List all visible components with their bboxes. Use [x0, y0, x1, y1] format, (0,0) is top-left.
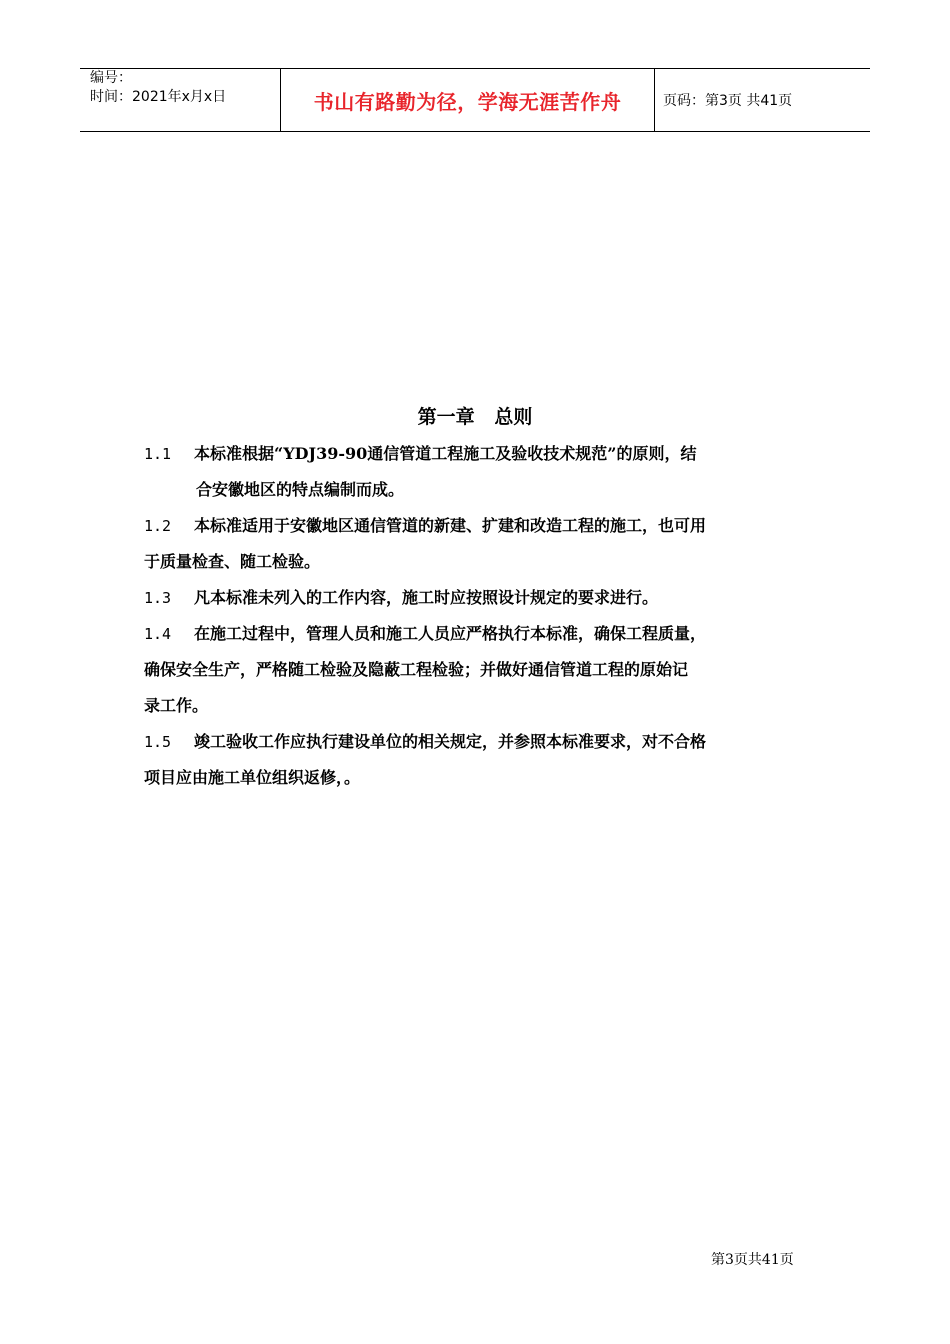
- page-header: [80, 68, 870, 132]
- section-number: 1.2: [144, 517, 172, 535]
- section-1-3-line-1: [144, 584, 658, 612]
- section-text: 项目应由施工单位组织返修，。: [144, 768, 361, 787]
- document-date: 时间：2021年x月x日: [90, 89, 227, 105]
- section-1-2-line-1: [144, 512, 706, 540]
- section-1-4-line-2: [144, 656, 688, 683]
- chapter-title: 第一章 总则: [417, 406, 533, 428]
- section-1-5-line-1: [144, 728, 706, 756]
- document-code-label: 编号：: [90, 70, 132, 86]
- header-motto: 书山有路勤为径，学海无涯苦作舟: [313, 89, 622, 114]
- section-text: 于质量检查、随工检验。: [144, 552, 321, 571]
- header-page-code: 页码：第3页 共41页: [663, 93, 793, 109]
- section-1-1-line-2: [196, 476, 404, 503]
- section-text: 竣工验收工作应执行建设单位的相关规定，并参照本标准要求，对不合格: [194, 732, 707, 751]
- header-motto-cell: [281, 69, 655, 131]
- section-text: 确保安全生产，严格随工检验及隐蔽工程检验；并做好通信管道工程的原始记: [144, 660, 689, 679]
- section-number: 1.3: [144, 589, 172, 607]
- section-text: 本标准适用于安徽地区通信管道的新建、扩建和改造工程的施工，也可用: [194, 516, 707, 535]
- header-page-cell: [655, 69, 870, 131]
- section-text: 凡本标准未列入的工作内容，施工时应按照设计规定的要求进行。: [194, 588, 659, 607]
- section-1-5-line-2: [144, 764, 360, 791]
- section-number: 1.5: [144, 733, 172, 751]
- section-text: 本标准根据“YDJ39-90通信管道工程施工及验收技术规范”的原则，结: [194, 444, 697, 463]
- section-1-4-line-3: [144, 692, 208, 719]
- section-text: 合安徽地区的特点编制而成。: [196, 480, 405, 499]
- section-text: 录工作。: [144, 696, 209, 715]
- section-1-4-line-1: [144, 620, 706, 648]
- section-number: 1.1: [144, 445, 172, 463]
- page-footer: 第3页共41页: [711, 1252, 794, 1268]
- section-1-2-line-2: [144, 548, 320, 575]
- section-text: 在施工过程中，管理人员和施工人员应严格执行本标准，确保工程质量，: [194, 624, 707, 643]
- section-number: 1.4: [144, 625, 172, 643]
- header-meta-cell: [80, 69, 281, 131]
- section-1-1-line-1: [144, 440, 696, 468]
